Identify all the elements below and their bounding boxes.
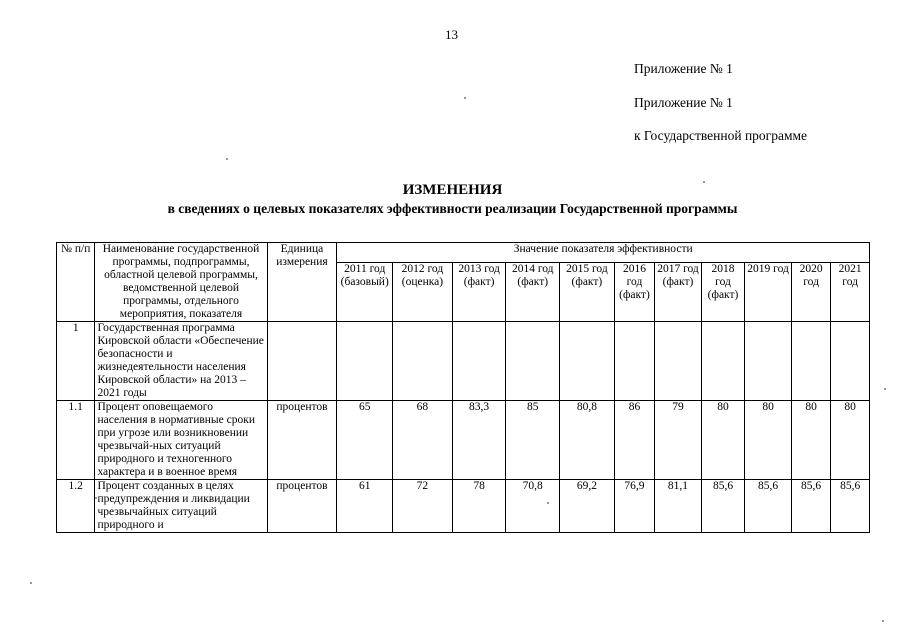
table-row (57, 480, 870, 533)
row-value: 85,6 (745, 480, 792, 533)
row-value: 86 (614, 401, 654, 480)
row-value: 80 (831, 401, 870, 480)
row-value: 61 (337, 480, 393, 533)
row-value: 85,6 (831, 480, 870, 533)
row-value: 69,2 (560, 480, 615, 533)
table-row (57, 401, 870, 480)
header-year: 2012 год (оценка) (393, 263, 453, 322)
appendix-line-3: к Государственной программе (634, 128, 808, 143)
scan-speck (882, 620, 884, 622)
row-value: 80 (791, 401, 830, 480)
row-unit: процентов (267, 480, 337, 533)
row-value (560, 322, 615, 401)
row-value: 80 (701, 401, 745, 480)
header-year: 2013 год (факт) (452, 263, 506, 322)
row-value: 68 (393, 401, 453, 480)
row-value: 70,8 (506, 480, 560, 533)
row-value: 72 (393, 480, 453, 533)
row-num: 1 (57, 322, 95, 401)
row-value: 83,3 (452, 401, 506, 480)
scan-speck (547, 502, 549, 504)
table-row (57, 322, 870, 401)
document-title: ИЗМЕНЕНИЯ (402, 182, 503, 198)
row-value (614, 322, 654, 401)
header-values-group: Значение показателя эффективности (337, 243, 870, 263)
header-year: 2011 год (базовый) (337, 263, 393, 322)
row-value (831, 322, 870, 401)
scan-speck (95, 497, 97, 499)
scan-speck (703, 181, 705, 183)
header-year: 2018 год (факт) (701, 263, 745, 322)
row-value (452, 322, 506, 401)
header-row-1 (57, 243, 870, 263)
header-year: 2017 год (факт) (655, 263, 702, 322)
row-value (393, 322, 453, 401)
scan-speck (464, 97, 466, 99)
row-value: 65 (337, 401, 393, 480)
row-name: Государственная программа Кировской области «Обеспечение безопасности и жизнедеятельности населения Кировской области» на 2013 – 2021 годы (95, 322, 267, 401)
document-subtitle: в сведениях о целевых показателях эффективности реализации Государственной программы (167, 201, 738, 216)
row-unit: процентов (267, 401, 337, 480)
row-num: 1.1 (57, 401, 95, 480)
header-year: 2014 год (факт) (506, 263, 560, 322)
header-unit: Единица измерения (267, 243, 337, 322)
row-value (791, 322, 830, 401)
appendix-line-1: Приложение № 1 (634, 61, 733, 76)
row-value: 78 (452, 480, 506, 533)
header-year: 2020 год (791, 263, 830, 322)
row-name: Процент созданных в целях предупреждения и ликвидации чрезвычайных ситуаций природного и (95, 480, 267, 533)
scan-speck (30, 582, 32, 584)
row-value (655, 322, 702, 401)
row-value: 76,9 (614, 480, 654, 533)
scan-speck (884, 388, 886, 390)
header-year: 2016 год (факт) (614, 263, 654, 322)
page-number: 13 (445, 27, 458, 42)
row-name: Процент оповещаемого населения в нормативные сроки при угрозе или возникновении чрезвычай-ных ситуаций природного и техногенного характера и в военное время (95, 401, 267, 480)
row-value: 85,6 (701, 480, 745, 533)
header-year: 2019 год (745, 263, 792, 322)
header-num: № п/п (57, 243, 95, 322)
row-num: 1.2 (57, 480, 95, 533)
row-value: 85 (506, 401, 560, 480)
row-value: 80,8 (560, 401, 615, 480)
header-name: Наименование государственной программы, подпрограммы, областной целевой программы, ведомственной целевой программы, отдельного мероприятия, показателя (95, 243, 267, 322)
row-value (701, 322, 745, 401)
appendix-line-2: Приложение № 1 (634, 95, 733, 110)
row-value: 81,1 (655, 480, 702, 533)
row-value: 85,6 (791, 480, 830, 533)
row-value (506, 322, 560, 401)
header-year: 2015 год (факт) (560, 263, 615, 322)
indicators-table (56, 242, 870, 533)
row-value (337, 322, 393, 401)
row-value: 80 (745, 401, 792, 480)
row-value (745, 322, 792, 401)
row-unit (267, 322, 337, 401)
header-year: 2021 год (831, 263, 870, 322)
row-value: 79 (655, 401, 702, 480)
scan-speck (226, 158, 228, 160)
